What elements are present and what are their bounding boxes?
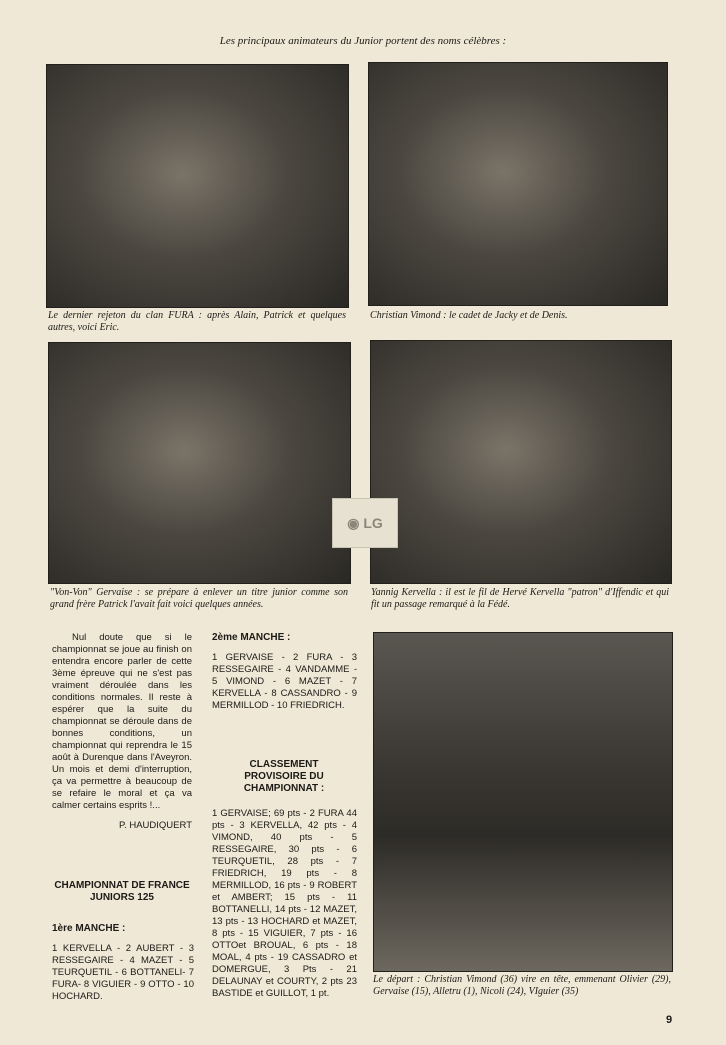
photo-eric-fura (46, 64, 349, 308)
manche1-title: 1ère MANCHE : (52, 923, 126, 934)
caption-vonvon: "Von-Von" Gervaise : se prépare à enlever un titre junior comme son grand frère Patrick l'avait fait voici quelques années. (50, 587, 348, 610)
article-author: P. HAUDIQUERT (118, 820, 192, 831)
classement-results: 1 GERVAISE; 69 pts - 2 FURA 44 pts - 3 KERVELLA, 42 pts - 4 VIMOND, 40 pts - 5 RESSEGAIRE, 30 pts - 6 TEURQUETIL, 28 pts - 7 FRIEDRICH, 19 pts - 8 MERMILLOD, 16 pts - 9 ROBERT et AMBERT; 15 pts - 11 BOTTANELLI, 14 pts - 12 MAZET, 13 pts - 13 HOCHARD et MAZET, 8 pts - 15 VIGUIER, 7 pts - 16 OTTOet BROUAL, 6 pts - 18 MOAL, 4 pts - 19 CASSADRO et DOMERGUE, 3 Pts - 21 DELAUNAY et COURTY, 2 pts 23 BASTIDE et GUILLOT, 1 pt. (212, 808, 357, 999)
photo-yannig-kervella (370, 340, 672, 584)
caption-eric: Le dernier rejeton du clan FURA : après Alain, Patrick et quelques autres, voici Eric. (48, 310, 346, 333)
photo-christian-vimond (368, 62, 668, 306)
photo-vonvon-gervaise (48, 342, 351, 584)
page-header: Les principaux animateurs du Junior portent des noms célèbres : (219, 35, 507, 47)
caption-depart: Le départ : Christian Vimond (36) vire en tête, emmenant Olivier (29), Gervaise (15), Alletru (1), Nicoli (24), VIguier (35) (373, 974, 671, 997)
caption-yannig: Yannig Kervella : il est le fil de Hervé Kervella "patron" d'Iffendic et qui fit un passage remarqué à la Fédé. (371, 587, 669, 610)
caption-christian: Christian Vimond : le cadet de Jacky et de Denis. (370, 310, 568, 321)
photo-depart (373, 632, 673, 972)
manche1-results: 1 KERVELLA - 2 AUBERT - 3 RESSEGAIRE - 4 MAZET - 5 TEURQUETIL - 6 BOTTANELI- 7 FURA- 8 VIGUIER - 9 OTTO - 10 HOCHARD. (52, 943, 194, 1002)
page-number: 9 (666, 1014, 673, 1026)
results-title: CHAMPIONNAT DE FRANCE JUNIORS 125 (54, 880, 190, 903)
article-body: Nul doute que si le championnat se joue au finish on entendra encore parler de cette 3ème épreuve qui ne s'est pas vraiment déroulée dans les conditions normales. Il reste à espérer que la suite du championnat se déroule dans de bonnes conditions, un championnat qui reprendra le 15 août à Durenque dans l'Aveyron. Un mois et demi d'interruption, ça va permettre à beaucoup de se refaire le moral et ça va calmer certains esprits !... (52, 632, 192, 811)
classement-title: CLASSEMENT PROVISOIRE DU CHAMPIONNAT : (243, 759, 325, 794)
manche2-title: 2ème MANCHE : (212, 632, 291, 643)
manche2-results: 1 GERVAISE - 2 FURA - 3 RESSEGAIRE - 4 VANDAMME - 5 VIMOND - 6 MAZET - 7 KERVELLA - 8 CASSANDRO - 9 MERMILLOD - 10 FRIEDRICH. (212, 652, 357, 711)
watermark-logo: ◉ LG (332, 498, 398, 548)
